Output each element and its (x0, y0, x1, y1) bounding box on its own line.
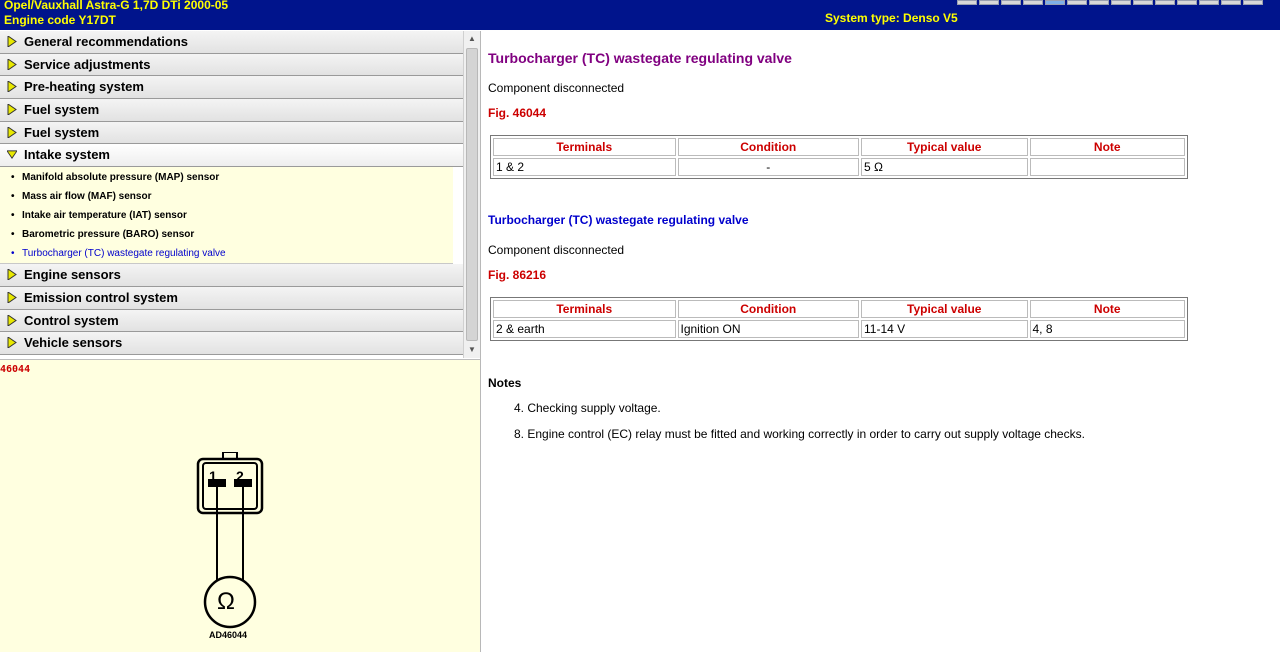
toolbar-button[interactable] (1045, 0, 1065, 5)
wiring-diagram (190, 452, 280, 648)
table-header-row (493, 300, 1185, 318)
menu-item-fuel-system[interactable] (0, 99, 463, 122)
menu-item-label: Pre-heating system (24, 79, 144, 95)
table-row (493, 158, 1185, 176)
submenu-item-maf-sensor[interactable]: • Mass air flow (MAF) sensor (0, 189, 453, 208)
spec-table (490, 297, 1188, 341)
toolbar (957, 0, 1263, 5)
page-title: Turbocharger (TC) wastegate regulating valve (488, 50, 792, 66)
menu-item-label: Service adjustments (24, 56, 151, 72)
menu-item-fuel-system-2[interactable] (0, 122, 463, 145)
left-panel (0, 31, 480, 652)
toolbar-button[interactable] (1243, 0, 1263, 5)
menu-item-label: Fuel system (24, 102, 100, 118)
toolbar-button[interactable] (957, 0, 977, 5)
toolbar-button[interactable] (1155, 0, 1175, 5)
arrow-right-icon (7, 269, 17, 280)
diagram-fig-label: 46044 (0, 364, 31, 375)
table-cell: 4, 8 (1030, 320, 1186, 338)
menu-item-pre-heating-system[interactable] (0, 76, 463, 99)
column-header: Condition (678, 138, 860, 156)
arrow-right-icon (7, 36, 17, 47)
content-panel (488, 31, 1278, 652)
pin-1-label: 1 (209, 468, 217, 484)
arrow-right-icon (7, 337, 17, 348)
ohm-icon: Ω (217, 588, 235, 615)
arrow-right-icon (7, 292, 17, 303)
submenu-item-iat-sensor[interactable]: • Intake air temperature (IAT) sensor (0, 208, 453, 227)
toolbar-button[interactable] (1133, 0, 1153, 5)
navigation-menu (0, 31, 463, 358)
toolbar-button[interactable] (1221, 0, 1241, 5)
engine-code-label: Engine code Y17DT (4, 13, 116, 27)
menu-item-label: General recommendations (24, 34, 188, 49)
toolbar-button[interactable] (1001, 0, 1021, 5)
menu-item-vehicle-sensors[interactable] (0, 332, 463, 355)
toolbar-button[interactable] (1111, 0, 1131, 5)
table-cell: Ignition ON (678, 320, 860, 338)
fig-link[interactable]: Fig. 46044 (488, 106, 547, 120)
menu-item-engine-sensors[interactable] (0, 264, 463, 287)
submenu-item-map-sensor[interactable]: • Manifold absolute pressure (MAP) sensor (0, 170, 453, 189)
note-item: 8. Engine control (EC) relay must be fitted and working correctly in order to carry out supply voltage checks. (514, 427, 1085, 441)
column-header: Note (1030, 300, 1186, 318)
menu-item-intake-system[interactable] (0, 144, 463, 167)
toolbar-button[interactable] (1023, 0, 1043, 5)
menu-item-label: Fuel system (24, 124, 100, 140)
vehicle-label: Opel/Vauxhall Astra-G 1,7D DTi 2000-05 (4, 0, 229, 12)
table-cell: 11-14 V (861, 320, 1028, 338)
menu-item-general-recommendations[interactable] (0, 31, 463, 54)
column-header: Typical value (861, 300, 1028, 318)
menu-item-emission-control-system[interactable] (0, 287, 463, 310)
submenu-item-baro-sensor[interactable]: • Barometric pressure (BARO) sensor (0, 227, 453, 246)
scroll-up-icon[interactable]: ▲ (468, 34, 476, 43)
header-bar (0, 0, 1280, 30)
note-item: 4. Checking supply voltage. (514, 401, 661, 415)
submenu-item-tc-wastegate-valve[interactable]: • Turbocharger (TC) wastegate regulating valve (0, 246, 453, 265)
system-type-label: System type: Denso V5 (825, 11, 958, 25)
column-header: Typical value (861, 138, 1028, 156)
table-cell: 2 & earth (493, 320, 676, 338)
arrow-right-icon (7, 59, 17, 70)
toolbar-button[interactable] (1199, 0, 1219, 5)
table-cell (1030, 158, 1186, 176)
toolbar-button[interactable] (979, 0, 999, 5)
scroll-down-icon[interactable]: ▼ (468, 345, 476, 354)
toolbar-button[interactable] (1177, 0, 1197, 5)
section-title: Turbocharger (TC) wastegate regulating valve (488, 213, 749, 227)
intake-submenu (0, 167, 453, 264)
menu-item-label: Vehicle sensors (24, 335, 123, 351)
column-header: Terminals (493, 138, 676, 156)
toolbar-button[interactable] (1089, 0, 1109, 5)
menu-item-label: Control system (24, 312, 119, 328)
menu-scrollbar[interactable] (463, 31, 480, 358)
arrow-right-icon (7, 315, 17, 326)
arrow-right-icon (7, 127, 17, 138)
column-header: Condition (678, 300, 860, 318)
menu-item-label: Engine sensors (24, 267, 121, 283)
spec-table (490, 135, 1188, 179)
arrow-right-icon (7, 104, 17, 115)
arrow-right-icon (7, 81, 17, 92)
table-cell: - (678, 158, 860, 176)
menu-item-label: Emission control system (24, 289, 178, 305)
scrollbar-thumb[interactable] (466, 48, 478, 341)
fig-link[interactable]: Fig. 86216 (488, 268, 547, 282)
menu-item-label: Intake system (24, 147, 110, 163)
notes-title: Notes (488, 376, 522, 390)
status-text: Component disconnected (488, 243, 625, 257)
pin-2-label: 2 (236, 468, 244, 484)
arrow-down-icon (7, 149, 17, 160)
table-row (493, 320, 1185, 338)
table-cell: 5 Ω (861, 158, 1028, 176)
table-cell: 1 & 2 (493, 158, 676, 176)
menu-item-control-system[interactable] (0, 310, 463, 333)
column-header: Terminals (493, 300, 676, 318)
toolbar-button[interactable] (1067, 0, 1087, 5)
table-header-row (493, 138, 1185, 156)
diagram-caption: AD46044 (209, 630, 248, 640)
panel-divider[interactable] (480, 31, 481, 652)
status-text: Component disconnected (488, 81, 625, 95)
column-header: Note (1030, 138, 1186, 156)
diagram-pane (0, 359, 480, 652)
menu-item-service-adjustments[interactable] (0, 54, 463, 77)
